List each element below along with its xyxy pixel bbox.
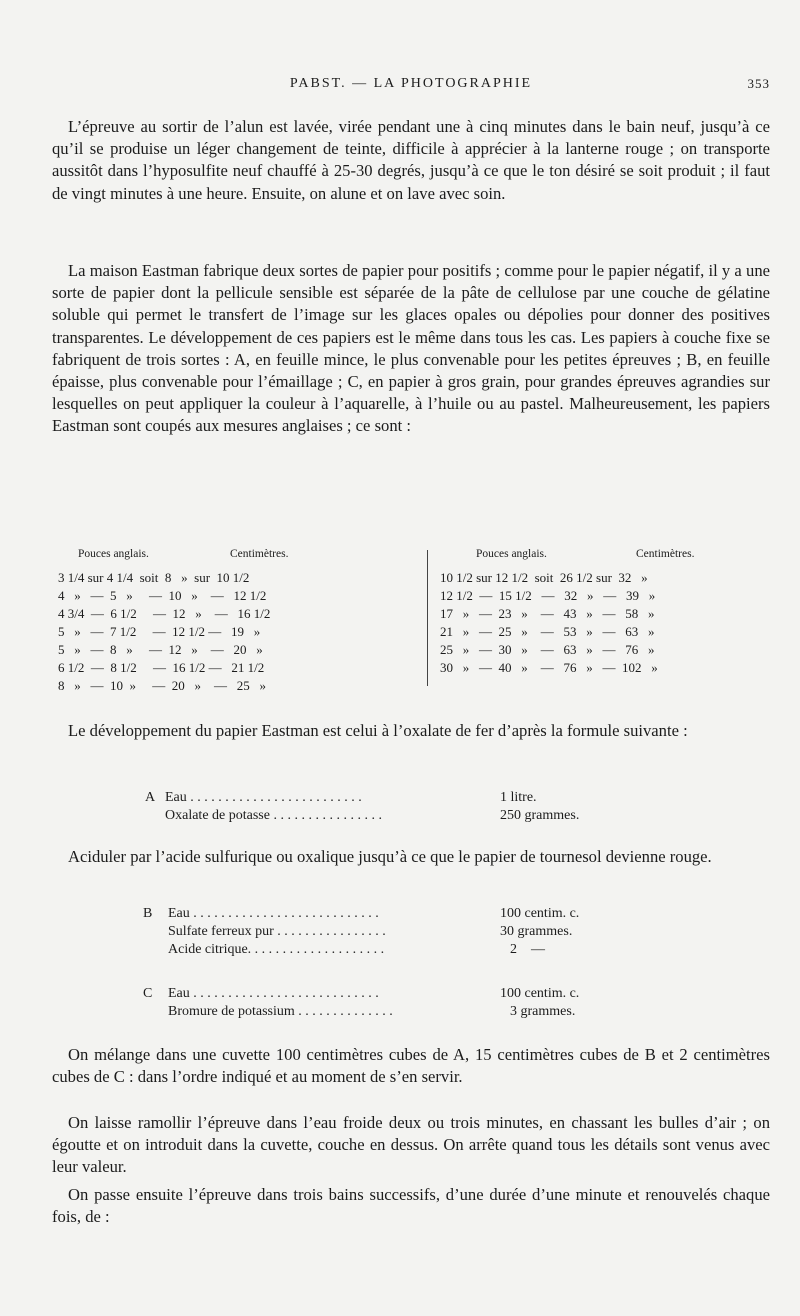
paragraph-4: Aciduler par l’acide sulfurique ou oxalique jusqu’à ce que le papier de tournesol devienne rouge. [68,847,712,866]
paragraph-3: Le développement du papier Eastman est celui à l’oxalate de fer d’après la formule suivante : [68,721,688,740]
table-row-left: 5 » — 8 » — 12 » — 20 » [58,642,263,657]
table-divider [427,550,428,686]
formula-quantity: 3 grammes. [510,1004,576,1019]
formula-ingredient: Sulfate ferreux pur . . . . . . . . . . . . . . . . [168,924,386,939]
table-row-right: 12 1/2 — 15 1/2 — 32 » — 39 » [440,588,656,603]
formula-ingredient: Oxalate de potasse . . . . . . . . . . . . . . . . [165,808,382,823]
table-row-right: 25 » — 30 » — 63 » — 76 » [440,642,655,657]
formula-quantity: 1 litre. [500,790,537,805]
formula-b-letter: B [143,906,153,921]
table-row-left: 5 » — 7 1/2 — 12 1/2 — 19 » [58,624,261,639]
formula-b-line-3 [0,942,800,964]
table-header-left-inches: Pouces anglais. [78,548,149,560]
table-row-right: 30 » — 40 » — 76 » — 102 » [440,660,658,675]
table-header-right-inches: Pouces anglais. [476,548,547,560]
formula-c-line-2 [0,1004,800,1026]
formula-quantity: 30 grammes. [500,924,573,939]
formula-a-line-2 [0,808,800,830]
table-row-right: 17 » — 23 » — 43 » — 58 » [440,606,655,621]
table-row-right: 10 1/2 sur 12 1/2 soit 26 1/2 sur 32 » [440,570,648,585]
formula-ingredient: Eau . . . . . . . . . . . . . . . . . . . . . . . . . . . [168,906,379,921]
table-row-left: 4 » — 5 » — 10 » — 12 1/2 [58,588,267,603]
table-row-left: 8 » — 10 » — 20 » — 25 » [58,678,266,693]
table-row-left: 3 1/4 sur 4 1/4 soit 8 » sur 10 1/2 [58,570,250,585]
page-number: 353 [747,76,770,91]
table-header-left-cm: Centimètres. [230,548,289,560]
table-row-left: 6 1/2 — 8 1/2 — 16 1/2 — 21 1/2 [58,660,265,675]
formula-c-letter: C [143,986,153,1001]
formula-quantity: 100 centim. c. [500,906,580,921]
paragraph-5: On mélange dans une cuvette 100 centimètres cubes de A, 15 centimètres cubes de B et 2 centimètres cubes de C : dans l’ordre indiqué et au moment de s’en servir. [52,1045,770,1087]
paragraph-1: L’épreuve au sortir de l’alun est lavée, virée pendant une à cinq minutes dans le bain neuf, jusqu’à ce qu’il se produise un léger changement de teinte, difficile à apprécier à la lanterne rouge ; on transporte aussitôt dans l’hyposulfite neuf chauffé à 25-30 degrés, jusqu’à ce que le ton désiré se soit produit ; il faut de vingt minutes à une heure. Ensuite, on alune et on lave avec soin. [52,117,770,203]
running-title: PABST. — LA PHOTOGRAPHIE [289,76,533,91]
size-conversion-table [58,548,758,693]
paragraph-2: La maison Eastman fabrique deux sortes de papier pour positifs ; comme pour le papier négatif, il y a une sorte de papier dont la pellicule sensible est séparée de la pâte de cellulose par une couche de gélatine soluble qui permet le transfert de l’image sur les glaces opales ou dépolies pour donner des positives transparentes. Le développement de ces papiers est le même dans tous les cas. Les papiers à couche fixe se fabriquent de trois sortes : A, en feuille mince, le plus convenable pour les petites épreuves ; B, en feuille épaisse, plus convenable pour l’émaillage ; C, en papier à gros grain, pour grandes épreuves agrandies sur lesquelles on peut appliquer la couleur à l’aquarelle, à l’huile ou au pastel. Malheureusement, les papiers Eastman sont coupés aux mesures anglaises ; ce sont : [52,261,770,436]
formula-quantity: 250 grammes. [500,808,580,823]
formula-quantity: 2 — [510,942,545,957]
table-row-right: 21 » — 25 » — 53 » — 63 » [440,624,655,639]
formula-quantity: 100 centim. c. [500,986,580,1001]
paragraph-7: On passe ensuite l’épreuve dans trois bains successifs, d’une durée d’une minute et renouvelés chaque fois, de : [52,1185,770,1227]
formula-ingredient: Eau . . . . . . . . . . . . . . . . . . . . . . . . . [165,790,362,805]
formula-ingredient: Acide citrique. . . . . . . . . . . . . . . . . . . . [168,942,385,957]
formula-ingredient: Bromure de potassium . . . . . . . . . . . . . . [168,1004,393,1019]
formula-a-letter: A [145,790,156,805]
formula-ingredient: Eau . . . . . . . . . . . . . . . . . . . . . . . . . . . [168,986,379,1001]
paragraph-6: On laisse ramollir l’épreuve dans l’eau froide deux ou trois minutes, en chassant les bulles d’air ; on égoutte et on introduit dans la cuvette, couche en dessus. On arrête quand tous les détails sont venus avec leur valeur. [52,1113,770,1177]
running-header [52,76,770,98]
table-header-right-cm: Centimètres. [636,548,695,560]
table-row-left: 4 3/4 — 6 1/2 — 12 » — 16 1/2 [58,606,271,621]
